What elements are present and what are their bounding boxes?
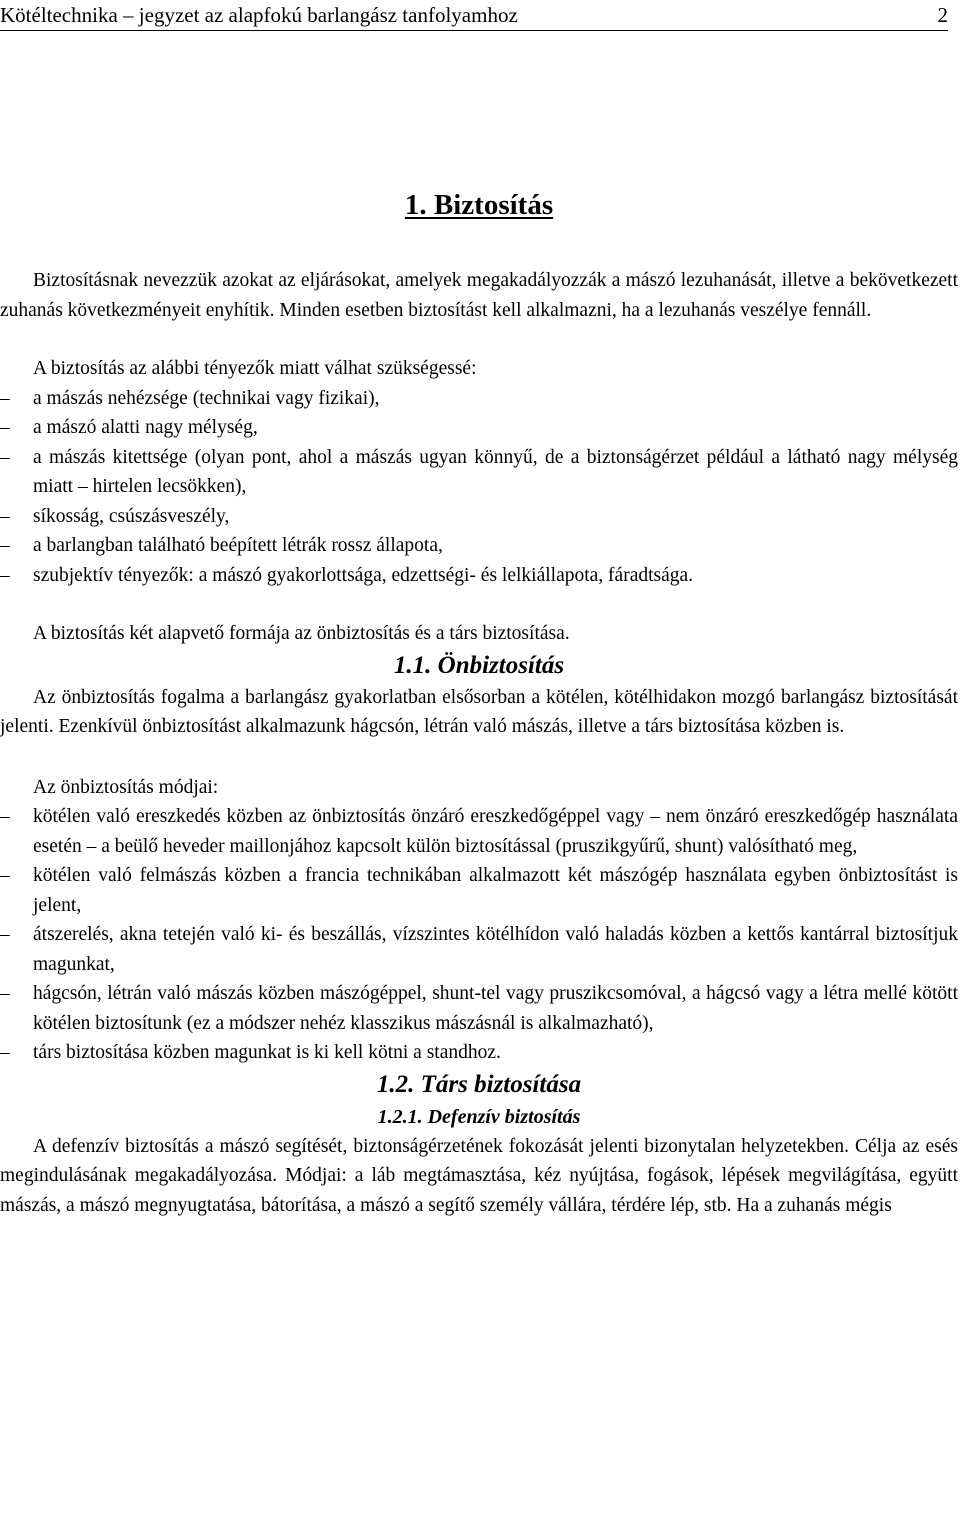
list-item: – kötélen való felmászás közben a francia technikában alkalmazott két mászógép használata egyben önbiztosítást is jelent, — [0, 861, 958, 920]
list-item: – a mászás nehézsége (technikai vagy fizikai), — [0, 384, 958, 414]
factors-intro: A biztosítás az alábbi tényezők miatt válhat szükségessé: — [33, 358, 477, 379]
list-item: – kötélen való ereszkedés közben az önbiztosítás önzáró ereszkedőgéppel vagy – nem önzáró ereszkedőgép használata esetén – a beülő heveder maillonjához kapcsolt külön biztosítással (pruszikgyűrű, shunt) valósítható meg, — [0, 802, 958, 861]
header-title: Kötéltechnika – jegyzet az alapfokú barlangász tanfolyamhoz — [0, 3, 518, 27]
intro-paragraph: Biztosításnak nevezzük azokat az eljárásokat, amelyek megakadályozzák a mászó lezuhanását, illetve a bekövetkezett zuhanás következményeit enyhítik. Minden esetben biztosítást kell alkalmazni, ha a lezuhanás veszélye fennáll. — [0, 270, 958, 321]
page-body — [0, 185, 958, 1220]
subsection-heading-onbiztositas: 1.1. Önbiztosítás — [393, 651, 565, 679]
list-item: – társ biztosítása közben magunkat is ki kell kötni a standhoz. — [0, 1038, 958, 1068]
list-item: – síkosság, csúszásveszély, — [0, 502, 958, 532]
defenziv-paragraph: A defenzív biztosítás a mászó segítését, biztonságérzetének fokozását jelenti bizonytalan helyzetekben. Célja az esés megindulásának megakadályozása. Módjai: a láb megtámasztása, kéz nyújtása, fogások, lépések megvilágítása, együtt mászás, a mászó megnyugtatása, bátorítása, a mászó a segítő személy vállára, térdére lép, stb. Ha a zuhanás mégis — [0, 1135, 958, 1216]
running-header — [0, 0, 948, 31]
methods-intro: Az önbiztosítás módjai: — [33, 776, 219, 798]
section-heading-biztositas: 1. Biztosítás — [404, 189, 554, 221]
onbiztositas-paragraph: Az önbiztosítás fogalma a barlangász gyakorlatban elsősorban a kötélen, kötélhidakon mozgó barlangász biztosítását jelenti. Ezenkívül önbiztosítást alkalmazunk hágcsón, létrán való mászás, illetve a társ biztosítása közben is. — [0, 686, 958, 737]
list-item: – a mászás kitettsége (olyan pont, ahol a mászás ugyan könnyű, de a biztonságérzet például a látható nagy mélység miatt – hirtelen lecsökken), — [0, 443, 958, 502]
page-number: 2 — [937, 3, 948, 27]
forms-paragraph: A biztosítás két alapvető formája az önbiztosítás és a társ biztosítása. — [33, 623, 570, 644]
methods-list — [0, 802, 958, 1068]
list-item: – hágcsón, létrán való mászás közben mászógéppel, shunt-tel vagy pruszikcsomóval, a hágcsó vagy a létra mellé kötött kötélen biztosítunk (ez a módszer nehéz klasszikus mászásnál is alkalmazható), — [0, 979, 958, 1038]
subsection-heading-tars-biztositasa: 1.2. Társ biztosítása — [376, 1070, 582, 1098]
list-item: – átszerelés, akna tetején való ki- és beszállás, vízszintes kötélhídon való haladás közben a kettős kantárral biztosítjuk magunkat, — [0, 920, 958, 979]
list-item: – szubjektív tényezők: a mászó gyakorlottsága, edzettségi- és lelkiállapota, fáradtsága. — [0, 561, 958, 591]
factors-list — [0, 384, 958, 591]
list-item: – a mászó alatti nagy mélység, — [0, 413, 958, 443]
subsubsection-heading-defenziv: 1.2.1. Defenzív biztosítás — [377, 1105, 581, 1128]
list-item: – a barlangban található beépített létrák rossz állapota, — [0, 531, 958, 561]
